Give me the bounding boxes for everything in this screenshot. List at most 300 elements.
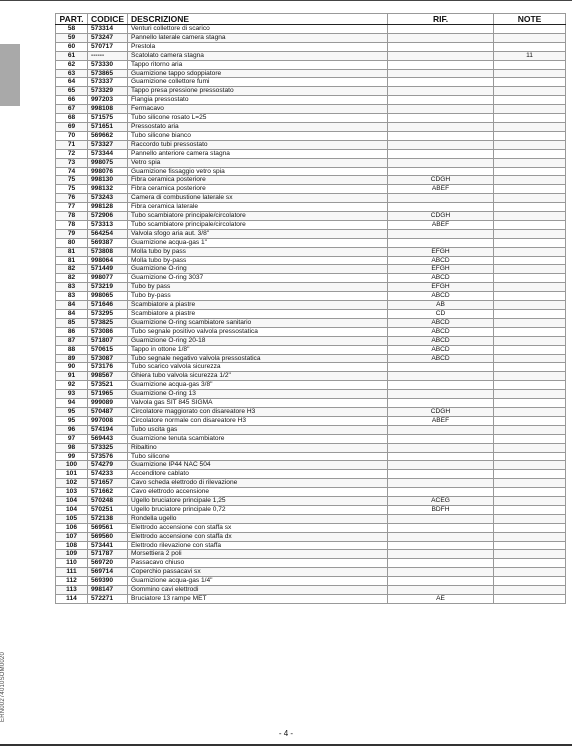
cell-rif: EFGH [388,247,494,256]
cell-description: Scambiatore a piastre [128,310,388,319]
table-row [56,69,566,78]
cell-note [494,318,566,327]
cell-code: 569561 [88,523,128,532]
cell-note [494,354,566,363]
table-row [56,345,566,354]
cell-note [494,532,566,541]
cell-note [494,212,566,221]
cell-rif [388,140,494,149]
cell-code: 998147 [88,586,128,595]
cell-rif [388,96,494,105]
cell-rif [388,229,494,238]
cell-part: 64 [56,78,88,87]
table-row [56,461,566,470]
cell-part: 102 [56,479,88,488]
table-row [56,425,566,434]
table-row [56,407,566,416]
cell-note [494,78,566,87]
cell-description: Accenditore cablato [128,470,388,479]
table-row [56,33,566,42]
cell-description: Guarnizione collettore fumi [128,78,388,87]
cell-rif: ABEF [388,416,494,425]
cell-description: Guarnizione fissaggio vetro spia [128,167,388,176]
cell-note [494,283,566,292]
table-row [56,523,566,532]
cell-description: Tubo scarico valvola sicurezza [128,363,388,372]
cell-part: 83 [56,292,88,301]
cell-part: 109 [56,550,88,559]
cell-description: Tubo uscita gas [128,425,388,434]
cell-note [494,550,566,559]
cell-part: 67 [56,105,88,114]
cell-note [494,425,566,434]
cell-note [494,381,566,390]
cell-part: 114 [56,595,88,604]
cell-rif [388,541,494,550]
cell-rif: ABCD [388,318,494,327]
cell-part: 85 [56,318,88,327]
cell-code: 571651 [88,122,128,131]
table-row [56,105,566,114]
cell-part: 88 [56,345,88,354]
cell-note [494,33,566,42]
cell-rif [388,87,494,96]
cell-part: 83 [56,283,88,292]
table-row [56,452,566,461]
cell-description: Circolatore maggiorato con disareatore H3 [128,407,388,416]
cell-description: Elettrodo accensione con staffa dx [128,532,388,541]
cell-description: Guarnizione O-ring [128,265,388,274]
table-row [56,434,566,443]
table-row [56,310,566,319]
cell-note [494,176,566,185]
cell-description: Tappo presa pressione pressostato [128,87,388,96]
cell-code: 573329 [88,87,128,96]
table-row [56,96,566,105]
cell-note [494,461,566,470]
table-row [56,497,566,506]
cell-description: Ugello bruciatore principale 0,72 [128,505,388,514]
cell-part: 77 [56,203,88,212]
cell-rif [388,425,494,434]
cell-part: 103 [56,488,88,497]
table-row [56,336,566,345]
cell-part: 111 [56,568,88,577]
cell-rif [388,78,494,87]
cell-rif [388,390,494,399]
table-row [56,238,566,247]
cell-code: 998077 [88,274,128,283]
cell-description: Tubo scambiatore principale/circolatore [128,212,388,221]
cell-description: Fermacavo [128,105,388,114]
cell-part: 84 [56,310,88,319]
cell-note [494,203,566,212]
table-row [56,532,566,541]
table-row [56,176,566,185]
table-row [56,167,566,176]
table-row [56,568,566,577]
table-row [56,140,566,149]
cell-part: 104 [56,497,88,506]
cell-description: Venturi collettore di scarico [128,25,388,34]
table-row [56,60,566,69]
cell-note [494,310,566,319]
cell-rif: ABEF [388,220,494,229]
cell-rif: EFGH [388,283,494,292]
cell-rif [388,105,494,114]
cell-description: Tubo segnale positivo valvola pressostatica [128,327,388,336]
table-row [56,577,566,586]
cell-note [494,238,566,247]
cell-part: 92 [56,381,88,390]
table-row [56,78,566,87]
cell-description: Tubo scambiatore principale/circolatore [128,220,388,229]
cell-part: 69 [56,122,88,131]
cell-part: 98 [56,443,88,452]
header-description: DESCRIZIONE [128,14,388,25]
table-row [56,390,566,399]
cell-part: 101 [56,470,88,479]
header-code: CODICE [88,14,128,25]
cell-description: Gommino cavi elettrodi [128,586,388,595]
cell-rif [388,33,494,42]
table-row [56,586,566,595]
cell-rif: AE [388,595,494,604]
cell-note [494,60,566,69]
cell-note [494,452,566,461]
cell-note [494,220,566,229]
cell-code: 570248 [88,497,128,506]
cell-description: Scatolato camera stagna [128,51,388,60]
cell-code: 573327 [88,140,128,149]
cell-part: 71 [56,140,88,149]
cell-note [494,488,566,497]
cell-rif [388,568,494,577]
table-row [56,292,566,301]
table-row [56,301,566,310]
cell-part: 76 [56,194,88,203]
cell-description: Fibra ceramica posteriore [128,176,388,185]
cell-note [494,194,566,203]
cell-description: Raccordo tubi pressostato [128,140,388,149]
table-row [56,265,566,274]
cell-part: 86 [56,327,88,336]
cell-code: 573086 [88,327,128,336]
table-row [56,514,566,523]
cell-note [494,514,566,523]
cell-note [494,87,566,96]
cell-note [494,247,566,256]
cell-rif: AB [388,301,494,310]
cell-part: 81 [56,247,88,256]
cell-description: Guarnizione acqua-gas 1" [128,238,388,247]
table-row [56,327,566,336]
table-row [56,470,566,479]
cell-code: 573243 [88,194,128,203]
cell-rif [388,461,494,470]
cell-part: 65 [56,87,88,96]
table-row [56,416,566,425]
cell-part: 62 [56,60,88,69]
cell-note [494,479,566,488]
cell-description: Tappo in ottone 1/8" [128,345,388,354]
cell-rif [388,434,494,443]
cell-rif: ACEG [388,497,494,506]
cell-rif: CD [388,310,494,319]
cell-note [494,185,566,194]
cell-note [494,149,566,158]
cell-description: Tubo silicone [128,452,388,461]
cell-code: 573314 [88,25,128,34]
cell-description: Tappo ritorno aria [128,60,388,69]
table-row [56,318,566,327]
cell-note [494,274,566,283]
table-row [56,87,566,96]
table-row [56,256,566,265]
cell-note [494,122,566,131]
cell-rif: ABEF [388,185,494,194]
cell-code: 571575 [88,114,128,123]
cell-part: 99 [56,452,88,461]
side-document-code: ERN00274010SOM0020 [0,652,6,722]
cell-description: Scambiatore a piastre [128,301,388,310]
cell-note [494,301,566,310]
cell-description: Guarnizione O-ring 13 [128,390,388,399]
cell-description: Ribaltino [128,443,388,452]
cell-rif [388,488,494,497]
cell-part: 60 [56,42,88,51]
cell-code: 999089 [88,399,128,408]
cell-description: Guarnizione acqua-gas 3/8" [128,381,388,390]
cell-note [494,256,566,265]
cell-description: Fibra ceramica posteriore [128,185,388,194]
cell-note [494,497,566,506]
cell-part: 110 [56,559,88,568]
cell-description: Circolatore normale con disareatore H3 [128,416,388,425]
cell-note [494,443,566,452]
table-row [56,443,566,452]
cell-note [494,167,566,176]
cell-rif [388,479,494,488]
cell-part: 108 [56,541,88,550]
table-row [56,559,566,568]
cell-part: 66 [56,96,88,105]
cell-note [494,407,566,416]
cell-description: Bruciatore 13 rampe MET [128,595,388,604]
cell-description: Guarnizione acqua-gas 1/4" [128,577,388,586]
cell-part: 95 [56,416,88,425]
cell-part: 73 [56,158,88,167]
cell-note: 11 [494,51,566,60]
cell-part: 81 [56,256,88,265]
cell-description: Molla tubo by pass [128,247,388,256]
cell-code: 998130 [88,176,128,185]
cell-note [494,595,566,604]
cell-note [494,416,566,425]
table-row [56,479,566,488]
cell-code: 573344 [88,149,128,158]
table-row [56,505,566,514]
cell-rif [388,149,494,158]
cell-part: 63 [56,69,88,78]
cell-rif [388,470,494,479]
cell-code: 998132 [88,185,128,194]
cell-code: 572138 [88,514,128,523]
cell-code: 573313 [88,220,128,229]
cell-rif [388,122,494,131]
cell-code: 570251 [88,505,128,514]
cell-rif [388,167,494,176]
cell-code: 574279 [88,461,128,470]
cell-rif: ABCD [388,274,494,283]
cell-code: 571646 [88,301,128,310]
cell-code: 570717 [88,42,128,51]
cell-description: Valvola gas SIT 845 SIGMA [128,399,388,408]
cell-description: Guarnizione tappo sdoppiatore [128,69,388,78]
parts-table-body [56,25,566,604]
cell-description: Prestola [128,42,388,51]
cell-description: Elettrodo rilevazione con staffa [128,541,388,550]
cell-code: 573219 [88,283,128,292]
table-row [56,381,566,390]
cell-description: Guarnizione IP44 NAC 504 [128,461,388,470]
cell-description: Rondella ugello [128,514,388,523]
cell-description: Coperchio passacavi sx [128,568,388,577]
cell-note [494,470,566,479]
table-row [56,51,566,60]
cell-part: 95 [56,407,88,416]
cell-rif [388,363,494,372]
cell-code: 997008 [88,416,128,425]
cell-code: 573325 [88,443,128,452]
cell-rif [388,158,494,167]
cell-code: 572271 [88,595,128,604]
cell-note [494,25,566,34]
side-tab-marker [0,44,20,106]
cell-code: 573576 [88,452,128,461]
table-row [56,131,566,140]
cell-code: 573176 [88,363,128,372]
cell-code: 569720 [88,559,128,568]
cell-part: 112 [56,577,88,586]
cell-code: 573330 [88,60,128,69]
cell-note [494,140,566,149]
cell-note [494,586,566,595]
cell-code: 569560 [88,532,128,541]
cell-part: 82 [56,274,88,283]
cell-description: Guarnizione O-ring scambiatore sanitario [128,318,388,327]
cell-description: Elettrodo accensione con staffa sx [128,523,388,532]
cell-part: 84 [56,301,88,310]
cell-note [494,69,566,78]
cell-note [494,390,566,399]
table-row [56,247,566,256]
cell-code: 573865 [88,69,128,78]
cell-part: 58 [56,25,88,34]
cell-rif: ABCD [388,327,494,336]
cell-description: Guarnizione O-ring 20-18 [128,336,388,345]
cell-rif: BDFH [388,505,494,514]
cell-description: Fibra ceramica laterale [128,203,388,212]
cell-rif [388,523,494,532]
cell-note [494,131,566,140]
table-row [56,42,566,51]
cell-part: 105 [56,514,88,523]
table-row [56,274,566,283]
cell-part: 89 [56,354,88,363]
cell-part: 75 [56,176,88,185]
cell-note [494,336,566,345]
cell-code: ------ [88,51,128,60]
cell-rif [388,25,494,34]
cell-description: Tubo by pass [128,283,388,292]
table-row [56,158,566,167]
header-rif: RIF. [388,14,494,25]
cell-note [494,523,566,532]
cell-part: 104 [56,505,88,514]
cell-code: 573825 [88,318,128,327]
cell-note [494,345,566,354]
cell-rif [388,372,494,381]
cell-description: Pressostato aria [128,122,388,131]
cell-code: 573441 [88,541,128,550]
cell-part: 70 [56,131,88,140]
cell-part: 72 [56,149,88,158]
cell-code: 571965 [88,390,128,399]
cell-description: Camera di combustione laterale sx [128,194,388,203]
table-row [56,149,566,158]
cell-rif [388,381,494,390]
cell-rif [388,42,494,51]
cell-code: 998076 [88,167,128,176]
table-row [56,185,566,194]
cell-description: Ugello bruciatore principale 1,25 [128,497,388,506]
cell-note [494,541,566,550]
cell-note [494,96,566,105]
table-row [56,194,566,203]
table-row [56,488,566,497]
cell-rif [388,69,494,78]
cell-rif: ABCD [388,292,494,301]
cell-code: 572906 [88,212,128,221]
table-row [56,220,566,229]
cell-note [494,265,566,274]
cell-part: 80 [56,238,88,247]
cell-code: 574194 [88,425,128,434]
cell-note [494,434,566,443]
cell-part: 97 [56,434,88,443]
cell-description: Tubo segnale negativo valvola pressostatica [128,354,388,363]
cell-rif [388,194,494,203]
table-row [56,25,566,34]
cell-rif [388,114,494,123]
cell-description: Ghiera tubo valvola sicurezza 1/2" [128,372,388,381]
cell-note [494,327,566,336]
table-row [56,399,566,408]
cell-code: 573295 [88,310,128,319]
cell-part: 100 [56,461,88,470]
bottom-rule [0,744,572,746]
cell-description: Tubo silicone rosato L=25 [128,114,388,123]
cell-description: Cavo scheda elettrodo di rilevazione [128,479,388,488]
page-number: - 4 - [278,729,294,738]
table-row [56,229,566,238]
cell-rif [388,550,494,559]
table-row [56,372,566,381]
cell-part: 75 [56,185,88,194]
cell-code: 571449 [88,265,128,274]
cell-part: 61 [56,51,88,60]
